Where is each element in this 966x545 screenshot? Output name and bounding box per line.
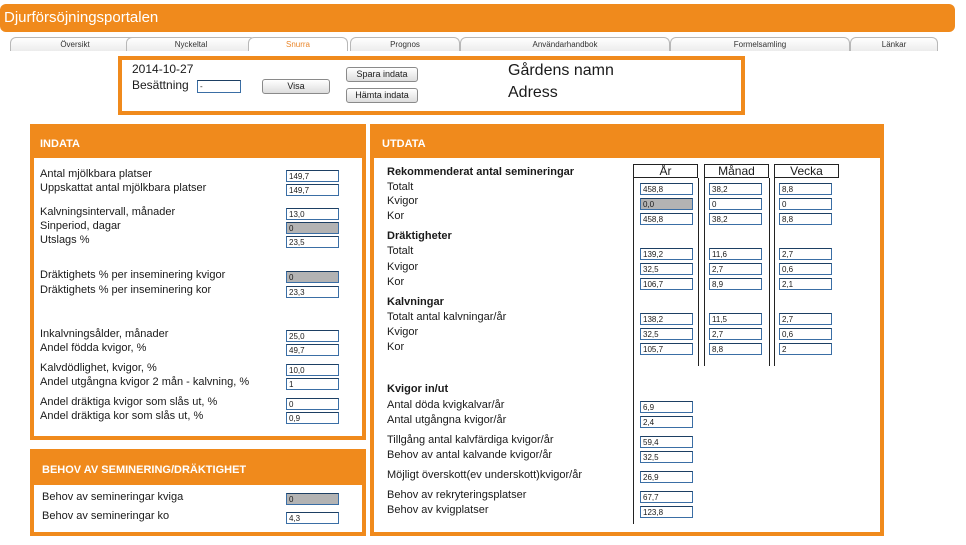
utdata-field: 123,8: [640, 506, 693, 518]
indata-title: INDATA: [34, 128, 362, 158]
indata-label: Inkalvningsålder, månader: [40, 328, 169, 340]
behov-label: Behov av semineringar ko: [42, 510, 170, 522]
indata-label: Uppskattat antal mjölkbara platser: [40, 182, 207, 194]
utdata-field: 6,9: [640, 401, 693, 413]
col-divider: [769, 178, 770, 366]
indata-label: Dräktighets % per inseminering kor: [40, 284, 212, 296]
section-title: Kvigor in/ut: [387, 383, 449, 395]
utdata-field: 0: [779, 198, 832, 210]
utdata-field: 458,8: [640, 183, 693, 195]
utdata-row-label: Kor: [387, 276, 405, 288]
spara-indata-button[interactable]: Spara indata: [346, 67, 418, 82]
section-title: Rekommenderat antal semineringar: [387, 166, 575, 178]
utdata-row-label: Kor: [387, 341, 405, 353]
utdata-field: 11,6: [709, 248, 762, 260]
col-divider: [774, 178, 775, 366]
behov-field[interactable]: 0: [286, 493, 339, 505]
indata-label: Andel dräktiga kvigor som slås ut, %: [40, 396, 218, 408]
indata-label: Utslags %: [40, 234, 90, 246]
indata-field[interactable]: 1: [286, 378, 339, 390]
tab-formelsamling[interactable]: Formelsamling: [670, 37, 850, 51]
indata-field[interactable]: 25,0: [286, 330, 339, 342]
tab-snurra[interactable]: Snurra: [248, 37, 348, 51]
utdata-field: 0,0: [640, 198, 693, 210]
utdata-field: 2,7: [779, 248, 832, 260]
utdata-row-label: Kvigor: [387, 261, 419, 273]
indata-label: Andel födda kvigor, %: [40, 342, 147, 354]
farm-address: Adress: [508, 84, 558, 101]
indata-panel: [30, 124, 366, 440]
col-header-vecka: Vecka: [774, 164, 839, 178]
utdata-field: 38,2: [709, 183, 762, 195]
utdata-field: 0,6: [779, 263, 832, 275]
indata-field[interactable]: 13,0: [286, 208, 339, 220]
indata-field[interactable]: 149,7: [286, 170, 339, 182]
tab-lankar[interactable]: Länkar: [850, 37, 938, 51]
utdata-field: 38,2: [709, 213, 762, 225]
utdata-field: 32,5: [640, 328, 693, 340]
date-text: 2014-10-27: [132, 62, 194, 76]
tab-bar: [8, 37, 938, 51]
tab-oversikt[interactable]: Översikt: [10, 37, 140, 51]
utdata-row-label: Kvigor: [387, 195, 419, 207]
indata-label: Kalvningsintervall, månader: [40, 206, 176, 218]
indata-label: Andel dräktiga kor som slås ut, %: [40, 410, 204, 422]
utdata-row-label: Totalt antal kalvningar/år: [387, 311, 507, 323]
indata-field[interactable]: 23,3: [286, 286, 339, 298]
besattning-input[interactable]: -: [197, 80, 241, 93]
utdata-row-label: Antal döda kvigkalvar/år: [387, 399, 505, 411]
indata-field[interactable]: 49,7: [286, 344, 339, 356]
utdata-field: 8,8: [779, 183, 832, 195]
utdata-field: 2,7: [709, 263, 762, 275]
utdata-field: 11,5: [709, 313, 762, 325]
utdata-row-label: Behov av rekryteringsplatser: [387, 489, 527, 501]
utdata-field: 458,8: [640, 213, 693, 225]
app-title: Djurförsöjningsportalen: [4, 9, 159, 26]
tab-nyckeltal[interactable]: Nyckeltal: [126, 37, 256, 51]
col-divider: [633, 178, 634, 524]
utdata-row-label: Tillgång antal kalvfärdiga kvigor/år: [387, 434, 554, 446]
utdata-field: 105,7: [640, 343, 693, 355]
tab-anvandarhandbok[interactable]: Användarhandbok: [460, 37, 670, 51]
utdata-title: UTDATA: [374, 128, 880, 158]
hamta-indata-button[interactable]: Hämta indata: [346, 88, 418, 103]
indata-label: Dräktighets % per inseminering kvigor: [40, 269, 226, 281]
utdata-field: 8,8: [779, 213, 832, 225]
utdata-row-label: Kvigor: [387, 326, 419, 338]
indata-field[interactable]: 0: [286, 271, 339, 283]
visa-button[interactable]: Visa: [262, 79, 330, 94]
utdata-field: 59,4: [640, 436, 693, 448]
utdata-field: 32,5: [640, 451, 693, 463]
utdata-row-label: Behov av antal kalvande kvigor/år: [387, 449, 553, 461]
col-divider: [704, 178, 705, 366]
utdata-field: 2,1: [779, 278, 832, 290]
behov-label: Behov av semineringar kviga: [42, 491, 184, 503]
indata-field[interactable]: 149,7: [286, 184, 339, 196]
indata-field[interactable]: 10,0: [286, 364, 339, 376]
utdata-row-label: Kor: [387, 210, 405, 222]
behov-title: BEHOV AV SEMINERING/DRÄKTIGHET: [34, 453, 362, 485]
utdata-field: 67,7: [640, 491, 693, 503]
utdata-field: 26,9: [640, 471, 693, 483]
utdata-field: 2,4: [640, 416, 693, 428]
header-box: [118, 56, 745, 115]
utdata-row-label: Totalt: [387, 245, 414, 257]
behov-field[interactable]: 4,3: [286, 512, 339, 524]
indata-field[interactable]: 0: [286, 222, 339, 234]
utdata-row-label: Möjligt överskott(ev underskott)kvigor/år: [387, 469, 583, 481]
col-header-manad: Månad: [704, 164, 769, 178]
app-title-bar: [0, 4, 955, 32]
indata-label: Kalvdödlighet, kvigor, %: [40, 362, 157, 374]
utdata-field: 0: [709, 198, 762, 210]
indata-label: Andel utgångna kvigor 2 mån - kalvning, %: [40, 376, 250, 388]
indata-field[interactable]: 23,5: [286, 236, 339, 248]
col-header-ar: År: [633, 164, 698, 178]
utdata-field: 2,7: [779, 313, 832, 325]
tab-prognos[interactable]: Prognos: [350, 37, 460, 51]
utdata-field: 8,9: [709, 278, 762, 290]
utdata-field: 138,2: [640, 313, 693, 325]
utdata-row-label: Antal utgångna kvigor/år: [387, 414, 507, 426]
utdata-field: 106,7: [640, 278, 693, 290]
indata-label: Antal mjölkbara platser: [40, 168, 152, 180]
utdata-field: 8,8: [709, 343, 762, 355]
utdata-field: 2,7: [709, 328, 762, 340]
utdata-row-label: Totalt: [387, 181, 414, 193]
indata-field[interactable]: 0,9: [286, 412, 339, 424]
utdata-field: 0,6: [779, 328, 832, 340]
besattning-label: Besättning: [132, 78, 189, 92]
col-divider: [698, 178, 699, 366]
indata-label: Sinperiod, dagar: [40, 220, 121, 232]
section-title: Dräktigheter: [387, 230, 452, 242]
behov-panel: [30, 449, 366, 536]
section-title: Kalvningar: [387, 296, 444, 308]
utdata-field: 32,5: [640, 263, 693, 275]
farm-name: Gårdens namn: [508, 62, 614, 79]
utdata-field: 139,2: [640, 248, 693, 260]
indata-field[interactable]: 0: [286, 398, 339, 410]
utdata-row-label: Behov av kvigplatser: [387, 504, 489, 516]
utdata-field: 2: [779, 343, 832, 355]
